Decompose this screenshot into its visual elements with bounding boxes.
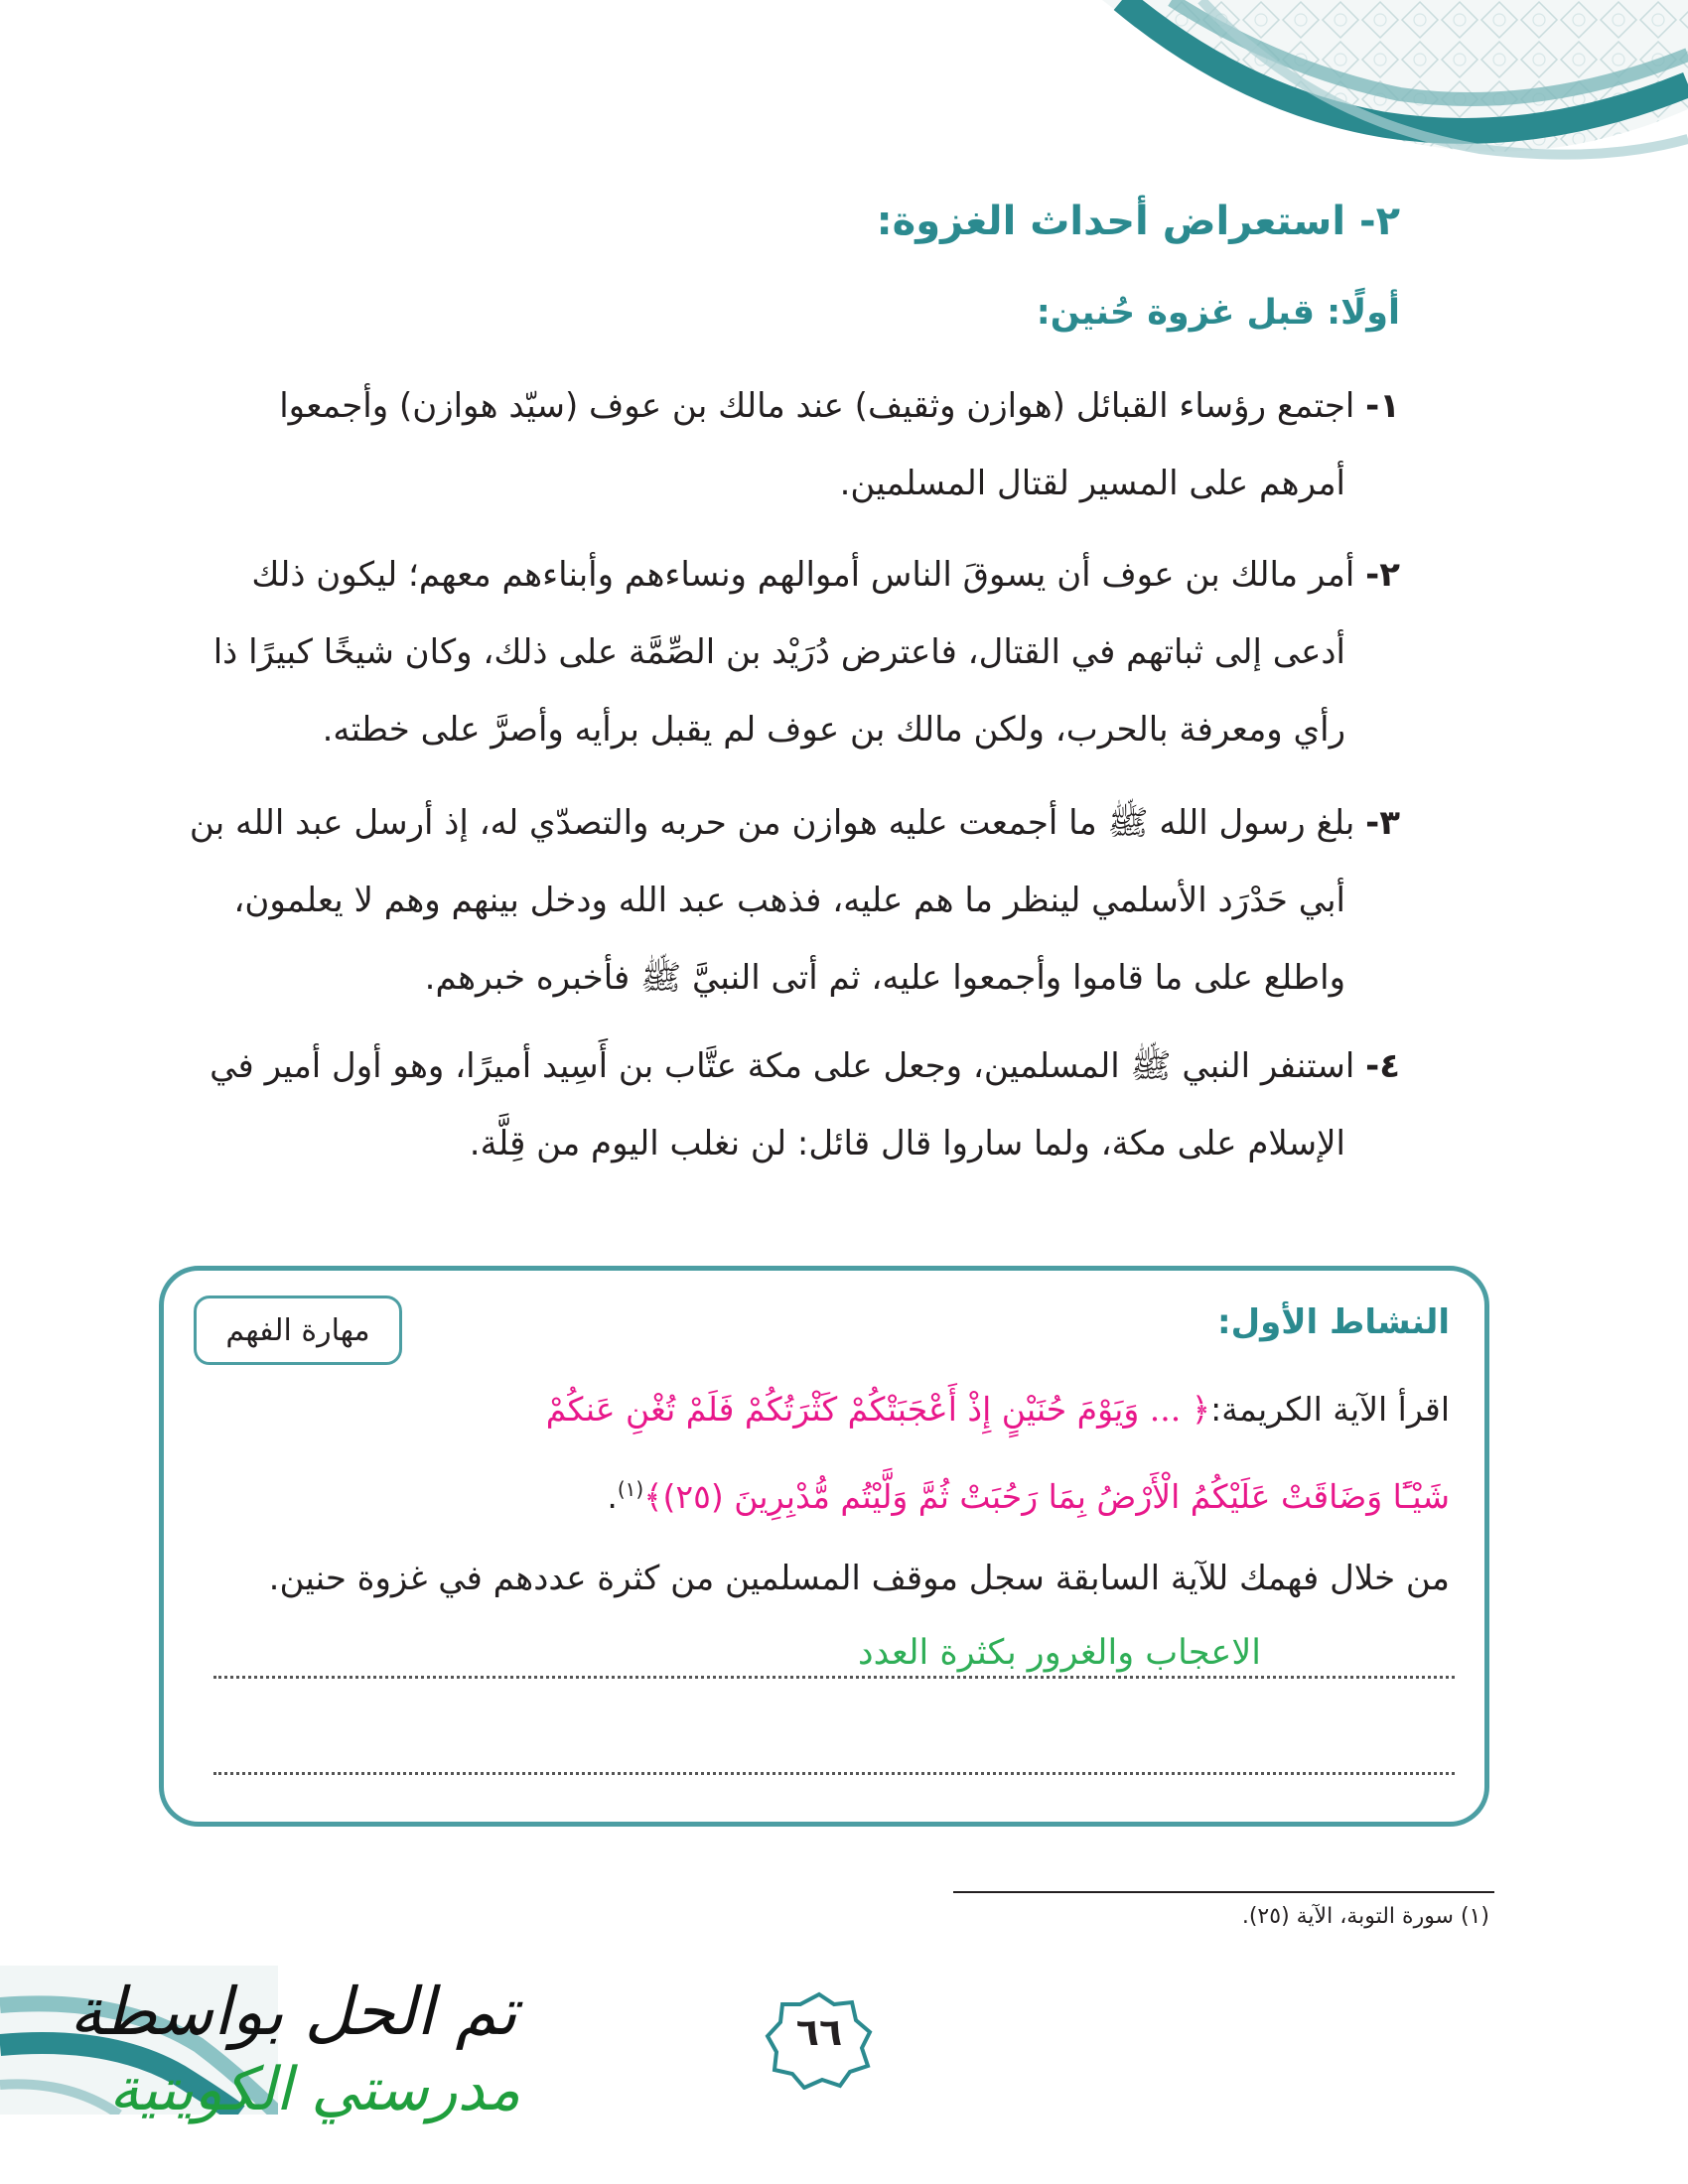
item-number: ٣-	[1365, 803, 1400, 843]
item-text: أمر مالك بن عوف أن يسوقَ الناس أموالهم ونساءهم وأبناءهم معهم؛ ليكون ذلك	[251, 555, 1355, 595]
ayah-number-marker: (٢٥)	[662, 1477, 724, 1516]
item-text: أمرهم على المسير لقتال المسلمين.	[839, 464, 1345, 503]
list-item	[149, 784, 1400, 1017]
list-item	[149, 1027, 1400, 1182]
item-number: ٤-	[1365, 1046, 1400, 1086]
section-subheading: أولًا: قبل غزوة حُنين:	[1036, 293, 1400, 333]
verse-line-2: شَيْـًٔا وَضَاقَتْ عَلَيْكُمُ الْأَرْضُ بِمَا رَحُبَتْ ثُمَّ وَلَّيْتُم مُّدْبِرِينَ (٢٥)﴾$^{(١)}$.	[607, 1477, 1450, 1516]
section-heading: ٢- استعراض أحداث الغزوة:	[876, 199, 1400, 244]
signature-line-2: مدرستي الكويتية	[109, 2055, 521, 2124]
verse-text: شَيْـًٔا وَضَاقَتْ عَلَيْكُمُ الْأَرْضُ بِمَا رَحُبَتْ ثُمَّ وَلَّيْتُم مُّدْبِرِينَ	[734, 1477, 1450, 1516]
signature-line-1: تم الحل بواسطة	[70, 1974, 517, 2050]
item-text: بلغ رسول الله ﷺ ما أجمعت عليه هوازن من حربه والتصدّي له، إذ أرسل عبد الله بن	[189, 803, 1355, 843]
item-text: استنفر النبي ﷺ المسلمين، وجعل على مكة عتَّاب بن أَسِيد أميرًا، وهو أول أمير في	[210, 1046, 1355, 1086]
page-number: ٦٦	[795, 2010, 843, 2054]
activity-title: النشاط الأول:	[1216, 1302, 1450, 1342]
footnote-divider	[953, 1891, 1494, 1893]
item-text: واطلع على ما قاموا وأجمعوا عليه، ثم أتى النبيَّ ﷺ فأخبره خبرهم.	[424, 958, 1345, 998]
list-item	[149, 536, 1400, 768]
verse-close-bracket: ﴾	[643, 1477, 663, 1516]
verse-text: ... وَيَوْمَ حُنَيْنٍ إِذْ أَعْجَبَتْكُمْ كَثْرَتُكُمْ فَلَمْ تُغْنِ عَنكُمْ	[545, 1390, 1182, 1429]
answer-text: الاعجاب والغرور بكثرة العدد	[858, 1633, 1261, 1673]
item-text: أبي حَدْرَد الأسلمي لينظر ما هم عليه، فذهب عبد الله ودخل بينهم وهم لا يعلمون،	[233, 881, 1345, 920]
item-text: اجتمع رؤساء القبائل (هوازن وثقيف) عند مالك بن عوف (سيّد هوازن) وأجمعوا	[279, 386, 1355, 426]
item-number: ١-	[1365, 386, 1400, 426]
verse-line-1	[228, 1380, 1450, 1439]
footnote: (١) سورة التوبة، الآية (٢٥).	[1241, 1904, 1489, 1929]
activity-question: من خلال فهمك للآية السابقة سجل موقف المسلمين من كثرة عددهم في غزوة حنين.	[268, 1559, 1450, 1598]
footnote-ref: (١)	[617, 1477, 644, 1501]
item-text: أدعى إلى ثباتهم في القتال، فاعترض دُرَيْد بن الصِّمَّة على ذلك، وكان شيخًا كبيرًا ذا	[212, 632, 1345, 672]
item-text: الإسلام على مكة، ولما ساروا قال قائل: لن نغلب اليوم من قِلَّة.	[469, 1124, 1345, 1163]
list-item	[149, 367, 1400, 522]
ayah-number: ٢٥	[675, 1477, 711, 1516]
top-corner-decoration	[1082, 0, 1688, 169]
skill-badge: مهارة الفهم	[194, 1296, 402, 1365]
answer-line[interactable]	[213, 1772, 1455, 1775]
item-text: رأي ومعرفة بالحرب، ولكن مالك بن عوف لم يقبل برأيه وأصرَّ على خطته.	[322, 710, 1345, 750]
verse-open-bracket: ﴿	[1191, 1390, 1211, 1429]
verse-intro: اقرأ الآية الكريمة:	[1210, 1390, 1450, 1429]
answer-line[interactable]	[213, 1676, 1455, 1679]
item-number: ٢-	[1365, 555, 1400, 595]
